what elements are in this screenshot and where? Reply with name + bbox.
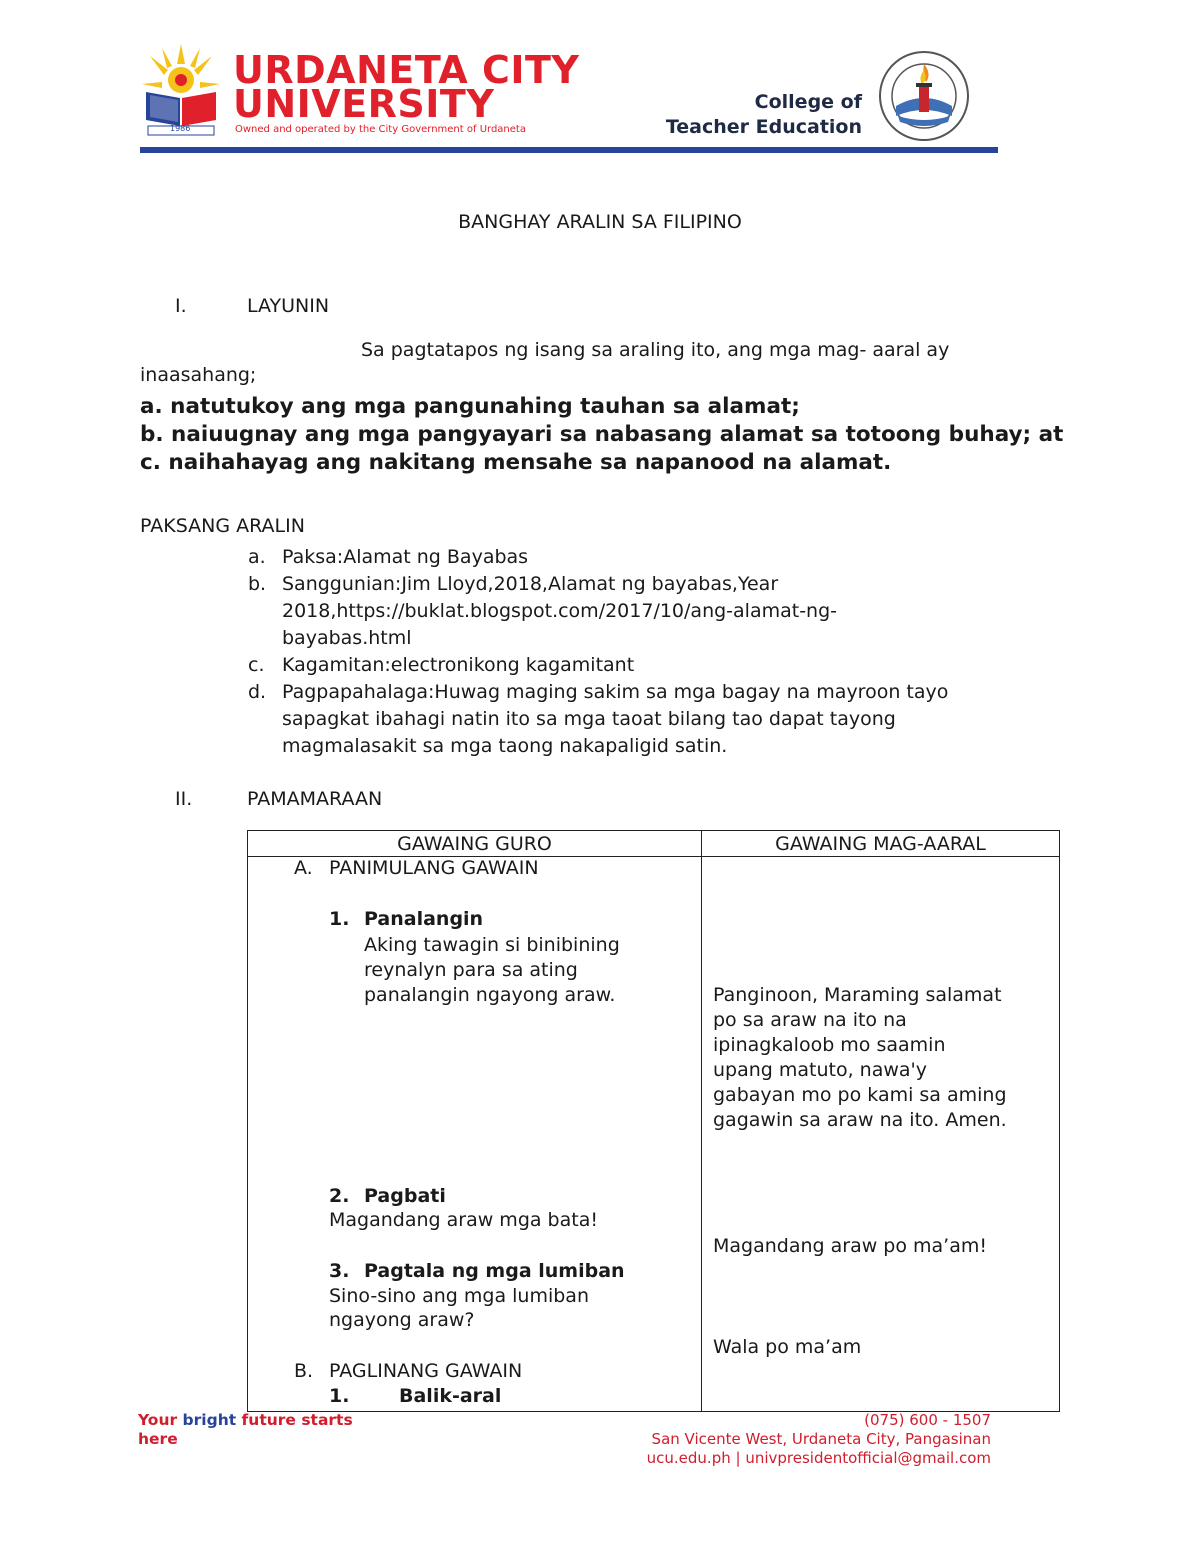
paksang-item-d-line3: magmalasakit sa mga taong nakapaligid satin.: [282, 735, 728, 757]
guro-item3-line2: ngayong araw?: [329, 1309, 475, 1331]
paksang-item-b-line3: bayabas.html: [282, 627, 412, 649]
footer-address: San Vicente West, Urdaneta City, Pangasinan: [651, 1430, 991, 1448]
section1-numeral: I.: [175, 295, 187, 317]
university-tagline: Owned and operated by the City Government of Urdaneta: [235, 124, 526, 135]
objective-c: c. naihahayag ang nakitang mensahe sa napanood na alamat.: [140, 450, 892, 475]
aaral-prayer-line6: gagawin sa araw na ito. Amen.: [713, 1109, 1007, 1131]
paksang-item-c-letter: c.: [248, 654, 265, 676]
header-divider: [140, 147, 998, 153]
guro-item2-title: Pagbati: [364, 1185, 446, 1207]
section2-numeral: II.: [175, 788, 193, 810]
guro-item3-line1: Sino-sino ang mga lumiban: [329, 1285, 589, 1307]
guro-item3-title: Pagtala ng mga lumiban: [364, 1260, 625, 1282]
paksang-heading: PAKSANG ARALIN: [140, 515, 305, 537]
table-header-row: [248, 831, 1060, 857]
footer-contact: [647, 1411, 991, 1468]
footer-phone: (075) 600 - 1507: [864, 1411, 991, 1429]
document-title: BANGHAY ARALIN SA FILIPINO: [458, 211, 742, 233]
paksang-item-a: Paksa:Alamat ng Bayabas: [282, 546, 529, 568]
aaral-prayer-line3: ipinagkaloob mo saamin: [713, 1034, 946, 1056]
slogan-word-4: here: [138, 1430, 178, 1448]
col-header-guro: GAWAING GURO: [248, 831, 702, 857]
guro-a-text: PANIMULANG GAWAIN: [329, 857, 539, 879]
aaral-absent: Wala po ma’am: [713, 1336, 862, 1358]
objective-b: b. naiuugnay ang mga pangyayari sa nabasang alamat sa totoong buhay; at: [140, 422, 1064, 447]
slogan-word-1: Your: [138, 1411, 178, 1429]
paksang-item-d-line2: sapagkat ibahagi natin ito sa mga taoat bilang tao dapat tayong: [282, 708, 896, 730]
logo-year: 1986: [170, 124, 191, 133]
slogan-word-3: future starts: [241, 1411, 353, 1429]
guro-b-label: B.: [294, 1360, 314, 1382]
college-seal: [878, 50, 970, 142]
university-name-line2: UNIVERSITY: [233, 82, 495, 126]
aaral-prayer-line2: po sa araw na ito na: [713, 1009, 907, 1031]
guro-item1-line1: Aking tawagin si binibining: [364, 934, 620, 956]
guro-b1-title: Balik-aral: [399, 1385, 502, 1407]
college-line2: Teacher Education: [665, 116, 862, 138]
aaral-greeting: Magandang araw po ma’am!: [713, 1235, 987, 1257]
university-logo: [140, 42, 222, 136]
objective-a: a. natutukoy ang mga pangunahing tauhan sa alamat;: [140, 394, 800, 419]
slogan-word-2: bright: [182, 1411, 237, 1429]
paksang-item-b-line2: 2018,https://buklat.blogspot.com/2017/10/ang-alamat-ng-: [282, 600, 838, 622]
guro-item1-num: 1.: [329, 908, 350, 930]
col-header-aaral: GAWAING MAG-AARAL: [702, 831, 1060, 857]
guro-b1-num: 1.: [329, 1385, 350, 1407]
objectives-intro-line2: inaasahang;: [140, 364, 257, 386]
paksang-item-b-letter: b.: [248, 573, 267, 595]
paksang-item-d-line1: Pagpapahalaga:Huwag maging sakim sa mga bagay na mayroon tayo: [282, 681, 949, 703]
guro-b-text: PAGLINANG GAWAIN: [329, 1360, 523, 1382]
objectives-intro-line1: Sa pagtatapos ng isang sa araling ito, ang mga mag- aaral ay: [361, 339, 950, 361]
footer-slogan: [138, 1411, 353, 1449]
guro-item1-line3: panalangin ngayong araw.: [364, 984, 616, 1006]
guro-a-label: A.: [294, 857, 313, 879]
college-line1: College of: [754, 91, 862, 113]
section2-heading: PAMAMARAAN: [247, 788, 383, 810]
aaral-prayer-line1: Panginoon, Maraming salamat: [713, 984, 1002, 1006]
paksang-item-a-letter: a.: [248, 546, 266, 568]
aaral-prayer-line4: upang matuto, nawa'y: [713, 1059, 928, 1081]
footer-web-email: ucu.edu.ph | univpresidentofficial@gmail.com: [646, 1449, 991, 1467]
section1-heading: LAYUNIN: [247, 295, 330, 317]
aaral-cell: [702, 857, 1060, 1412]
aaral-prayer-line5: gabayan mo po kami sa aming: [713, 1084, 1007, 1106]
guro-item1-line2: reynalyn para sa ating: [364, 959, 578, 981]
paksang-item-d-letter: d.: [248, 681, 267, 703]
university-name-line1: URDANETA CITY: [233, 48, 580, 92]
guro-item3-num: 3.: [329, 1260, 350, 1282]
guro-item2-line: Magandang araw mga bata!: [329, 1209, 598, 1231]
paksang-item-c: Kagamitan:electronikong kagamitant: [282, 654, 635, 676]
paksang-item-b-line1: Sanggunian:Jim Lloyd,2018,Alamat ng bayabas,Year: [282, 573, 779, 595]
guro-item1-title: Panalangin: [364, 908, 484, 930]
guro-item2-num: 2.: [329, 1185, 350, 1207]
